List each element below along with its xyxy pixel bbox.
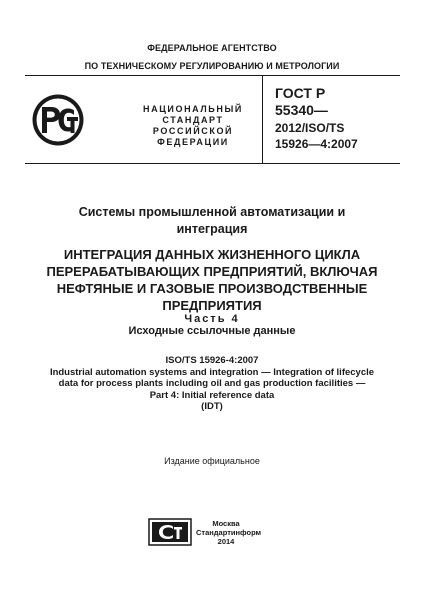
english-title-line-2: data for process plants including oil and gas production facilities — xyxy=(58,378,366,389)
english-title xyxy=(0,355,424,413)
publisher-city: Москва xyxy=(212,519,240,528)
top-rule xyxy=(25,75,400,76)
standartinform-logo-icon xyxy=(148,518,192,546)
main-title-line-3: НЕФТЯНЫЕ И ГАЗОВЫЕ ПРОИЗВОДСТВЕННЫЕ xyxy=(56,281,368,296)
english-title-line-1: Industrial automation systems and integration — Integration of lifecycle xyxy=(49,366,375,378)
part-label: Часть 4 xyxy=(184,313,240,325)
header-bottom-rule xyxy=(25,163,400,164)
designation-line-2: 55340— xyxy=(275,102,328,118)
publisher-name: Стандартинформ xyxy=(196,528,262,537)
designation-line-1: ГОСТ Р xyxy=(275,85,326,101)
main-title-line-2: ПЕРЕРАБАТЫВАЮЩИХ ПРЕДПРИЯТИЙ, ВКЛЮЧАЯ xyxy=(46,264,378,279)
series-title xyxy=(0,204,424,238)
rst-emblem-icon xyxy=(31,93,85,147)
english-ref: ISO/TS 15926-4:2007 xyxy=(165,355,259,366)
publisher-block xyxy=(196,519,262,546)
main-title-line-1: ИНТЕГРАЦИЯ ДАННЫХ ЖИЗНЕННОГО ЦИКЛА xyxy=(63,247,361,262)
main-title-line-4: ПРЕДПРИЯТИЯ xyxy=(162,298,262,313)
agency-line-1: ФЕДЕРАЛЬНОЕ АГЕНТСТВО xyxy=(147,43,277,53)
series-title-line-2: интеграция xyxy=(176,222,248,236)
part-title: Исходные ссылочные данные xyxy=(128,325,296,337)
agency-header xyxy=(0,39,424,75)
vertical-rule xyxy=(262,76,263,163)
designation-line-4: 15926—4:2007 xyxy=(275,137,358,151)
designation-line-3: 2012/ISO/TS xyxy=(275,121,345,135)
publisher-year: 2014 xyxy=(217,537,235,546)
national-line-1: НАЦИОНАЛЬНЫЙ xyxy=(143,104,243,114)
standard-designation xyxy=(275,85,358,152)
series-title-line-1: Системы промышленной автоматизации и xyxy=(78,205,346,219)
national-standard-label xyxy=(128,104,258,148)
agency-line-2: ПО ТЕХНИЧЕСКОМУ РЕГУЛИРОВАНИЮ И МЕТРОЛОГИИ xyxy=(84,61,340,71)
english-title-line-3: Part 4: Initial reference data xyxy=(149,389,275,401)
national-line-2: СТАНДАРТ xyxy=(162,115,224,125)
main-title xyxy=(0,246,424,314)
national-line-4: ФЕДЕРАЦИИ xyxy=(157,137,229,147)
identity-marker: (IDT) xyxy=(201,401,223,412)
edition-label: Издание официальное xyxy=(164,456,260,466)
national-line-3: РОССИЙСКОЙ xyxy=(152,126,234,136)
